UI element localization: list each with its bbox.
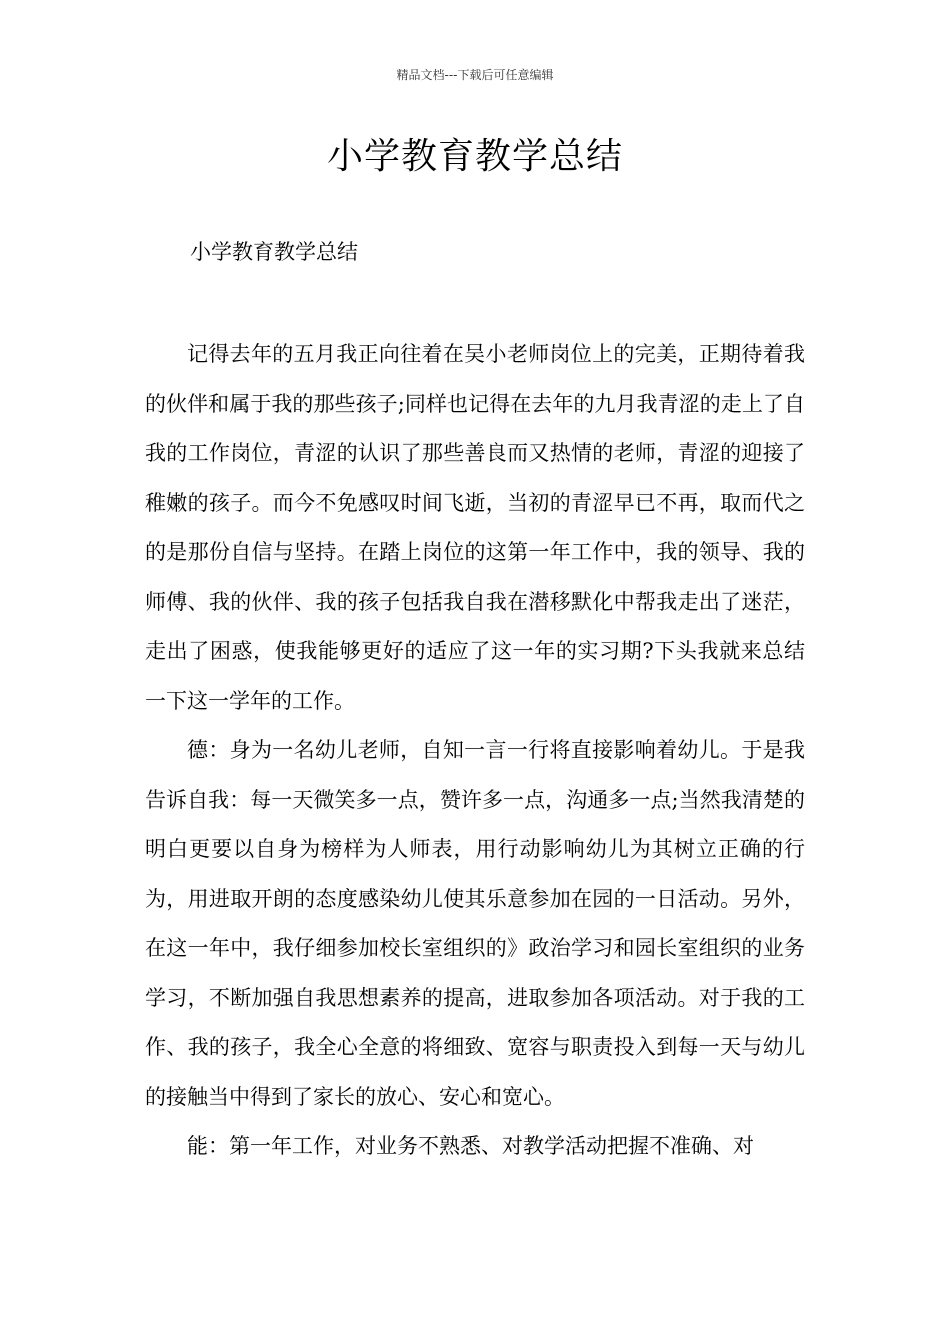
document-title: 小学教育教学总结 xyxy=(326,136,623,177)
document-subtitle: 小学教育教学总结 xyxy=(190,240,358,264)
paragraph: 德：身为一名幼儿老师，自知一言一行将直接影响着幼儿。于是我告诉自我：每一天微笑多一点，赞许多一点，沟通多一点;当然我清楚的明白更要以自身为榜样为人师表，用行动影响幼儿为其树立正确的行为，用进取开朗的态度感染幼儿使其乐意参加在园的一日活动。另外，在这一年中，我仔细参加校长室组织的》政治学习和园长室组织的业务学习，不断加强自我思想素养的提高，进取参加各项活动。对于我的工作、我的孩子，我全心全意的将细致、宽容与职责投入到每一天与幼儿的接触当中得到了家长的放心、安心和宽心。 xyxy=(145,738,805,1109)
document-body xyxy=(145,330,805,1172)
header-note: 精品文档---下载后可任意编辑 xyxy=(396,68,554,82)
paragraph: 记得去年的五月我正向往着在吴小老师岗位上的完美，正期待着我的伙伴和属于我的那些孩子;同样也记得在去年的九月我青涩的走上了自我的工作岗位，青涩的认识了那些善良而又热情的老师，青涩的迎接了稚嫩的孩子。而今不免感叹时间飞逝，当初的青涩早已不再，取而代之的是那份自信与坚持。在踏上岗位的这第一年工作中，我的领导、我的师傅、我的伙伴、我的孩子包括我自我在潜移默化中帮我走出了迷茫，走出了困惑，使我能够更好的适应了这一年的实习期?下头我就来总结一下这一学年的工作。 xyxy=(145,342,805,713)
paragraph: 能：第一年工作，对业务不熟悉、对教学活动把握不准确、对 xyxy=(187,1134,754,1158)
